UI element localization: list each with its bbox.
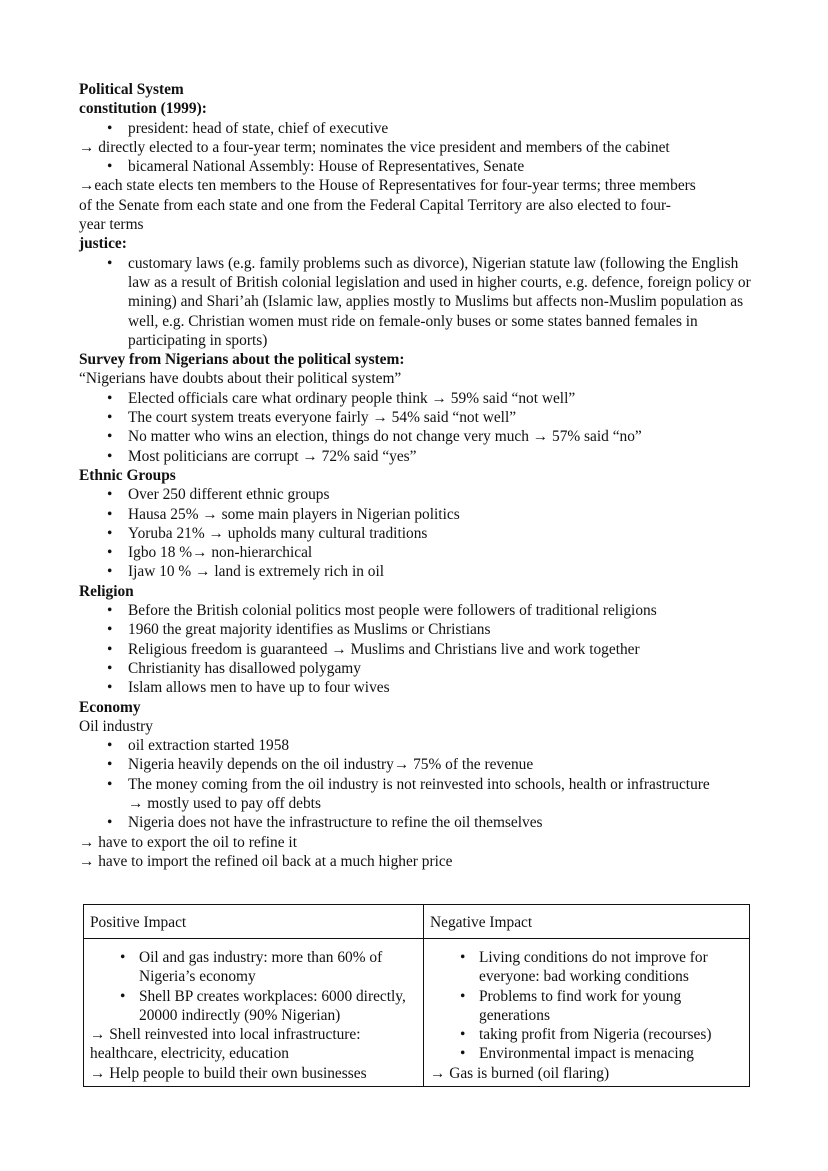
economy-list-2 — [79, 813, 751, 832]
import-note: → have to import the refined oil back at a much higher price — [79, 852, 453, 870]
list-item: • Before the British colonial politics most people were followers of traditional religions — [79, 601, 751, 620]
justice-item: • customary laws (e.g. family problems such as divorce), Nigerian statute law (following the English law as a result of British colonial legislation and used in higher courts, e.g. defence, foreign policy or mining) and Shari’ah (Islamic law, applies mostly to Muslims but affects non-Muslim population as well, e.g. Christian women must ride on female-only buses or some states banned females in participating in sports) — [79, 254, 751, 350]
justice-list — [79, 254, 751, 350]
list-item: • Religious freedom is guaranteed → Muslims and Christians live and work together — [79, 640, 751, 659]
survey-quote: “Nigerians have doubts about their political system” — [79, 370, 402, 388]
list-item: • The court system treats everyone fairly → 54% said “not well” — [79, 408, 751, 427]
justice-subheading: justice: — [79, 235, 127, 253]
positive-arrow-note-1: → Shell reinvested into local infrastructure: healthcare, electricity, education — [90, 1026, 361, 1063]
list-item: • Igbo 18 %→ non-hierarchical — [79, 543, 751, 562]
ethnic-list — [79, 485, 751, 581]
list-item: • Most politicians are corrupt → 72% said “yes” — [79, 447, 751, 466]
list-item: • 1960 the great majority identifies as Muslims or Christians — [79, 620, 751, 639]
religion-heading: Religion — [79, 582, 134, 600]
positive-impact-cell — [84, 939, 424, 1087]
impact-table-wrapper — [83, 904, 750, 1087]
religion-list — [79, 601, 751, 697]
export-note: → have to export the oil to refine it — [79, 833, 297, 851]
negative-arrow-note: → Gas is burned (oil flaring) — [430, 1064, 610, 1082]
constitution-list-2 — [79, 157, 751, 176]
list-item: • Elected officials care what ordinary people think → 59% said “not well” — [79, 389, 751, 408]
economy-heading: Economy — [79, 698, 141, 716]
list-item: • taking profit from Nigeria (recourses) — [430, 1025, 749, 1044]
survey-heading: Survey from Nigerians about the political system: — [79, 351, 405, 369]
list-item: • Environmental impact is menacing — [430, 1044, 749, 1063]
impact-table — [83, 904, 750, 1087]
oil-industry-subheading: Oil industry — [79, 717, 153, 735]
negative-impact-list — [430, 948, 749, 1064]
negative-impact-header: Negative Impact — [424, 905, 750, 939]
political-system-heading: Political System — [79, 81, 184, 98]
document-page — [79, 80, 751, 871]
list-item: • Hausa 25% → some main players in Nigerian politics — [79, 505, 751, 524]
list-item: • Christianity has disallowed polygamy — [79, 659, 751, 678]
assembly-item: • bicameral National Assembly: House of Representatives, Senate — [79, 157, 751, 176]
economy-list — [79, 736, 751, 794]
list-item: • Oil and gas industry: more than 60% of Nigeria’s economy — [90, 948, 423, 987]
list-item: • Shell BP creates workplaces: 6000 directly, 20000 indirectly (90% Nigerian) — [90, 987, 423, 1026]
assembly-arrow-note-line-2: of the Senate from each state and one from the Federal Capital Territory are also elected to four- — [79, 196, 671, 214]
positive-impact-list — [90, 948, 423, 1025]
list-item: • The money coming from the oil industry is not reinvested into schools, health or infrastructure — [79, 775, 751, 794]
list-item: • oil extraction started 1958 — [79, 736, 751, 755]
president-arrow-note: → directly elected to a four-year term; nominates the vice president and members of the cabinet — [79, 138, 670, 156]
constitution-subheading: constitution (1999): — [79, 100, 207, 118]
list-item: • Over 250 different ethnic groups — [79, 485, 751, 504]
positive-impact-header: Positive Impact — [84, 905, 424, 939]
list-item: • Living conditions do not improve for everyone: bad working conditions — [430, 948, 749, 987]
list-item: • Ijaw 10 % → land is extremely rich in oil — [79, 562, 751, 581]
list-item: • Yoruba 21% → upholds many cultural traditions — [79, 524, 751, 543]
list-item: • Islam allows men to have up to four wives — [79, 678, 751, 697]
ethnic-groups-heading: Ethnic Groups — [79, 466, 176, 484]
list-item: • No matter who wins an election, things do not change very much → 57% said “no” — [79, 427, 751, 446]
constitution-list-1 — [79, 119, 751, 138]
debts-note: → mostly used to pay off debts — [128, 794, 321, 812]
list-item: • Nigeria heavily depends on the oil industry→ 75% of the revenue — [79, 755, 751, 774]
positive-arrow-note-2: → Help people to build their own businesses — [90, 1064, 367, 1082]
negative-impact-cell — [424, 939, 750, 1087]
assembly-arrow-note-line-1: →each state elects ten members to the House of Representatives for four-year terms; three members — [79, 177, 696, 195]
president-item: • president: head of state, chief of executive — [79, 119, 751, 138]
assembly-arrow-note-line-3: year terms — [79, 216, 144, 234]
survey-list — [79, 389, 751, 466]
list-item: • Problems to find work for young generations — [430, 987, 749, 1026]
list-item: • Nigeria does not have the infrastructure to refine the oil themselves — [79, 813, 751, 832]
